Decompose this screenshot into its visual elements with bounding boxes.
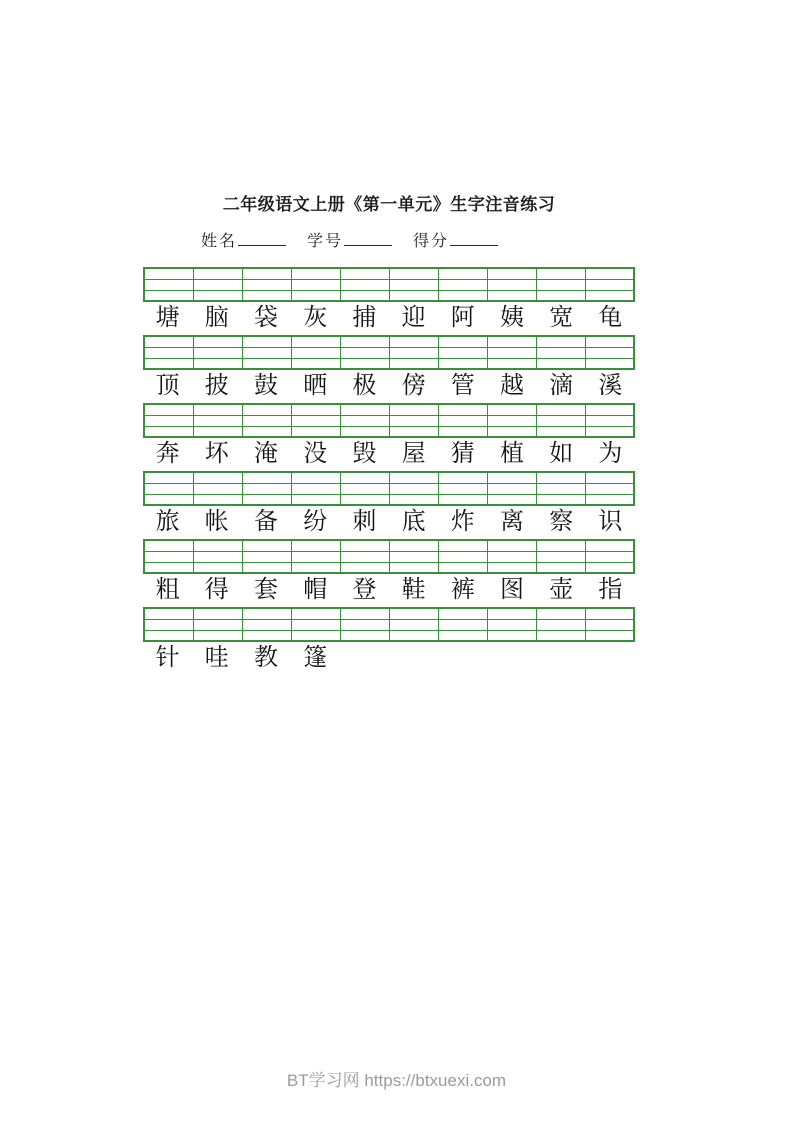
pinyin-cell: [291, 358, 340, 369]
pinyin-cell: [536, 494, 585, 505]
pinyin-cell: [389, 415, 438, 426]
pinyin-cell: [389, 336, 438, 347]
pinyin-cell: [291, 347, 340, 358]
pinyin-cell: [144, 268, 193, 279]
pinyin-cell: [389, 540, 438, 551]
practice-section: [143, 267, 635, 335]
pinyin-cell: [438, 540, 487, 551]
pinyin-grid: [143, 539, 635, 574]
pinyin-cell: [389, 494, 438, 505]
pinyin-cell: [242, 347, 291, 358]
pinyin-cell: [585, 483, 634, 494]
character-cell: 壶: [549, 574, 574, 603]
pinyin-cell: [193, 347, 242, 358]
pinyin-cell: [193, 404, 242, 415]
pinyin-grid: [143, 471, 635, 506]
pinyin-cell: [193, 630, 242, 641]
score-blank-underline: [450, 231, 498, 246]
pinyin-cell: [536, 619, 585, 630]
pinyin-cell: [487, 279, 536, 290]
pinyin-cell: [144, 608, 193, 619]
character-cell: 指: [598, 574, 623, 603]
character-cell: 离: [499, 506, 524, 535]
pinyin-cell: [536, 358, 585, 369]
practice-section: [143, 471, 635, 539]
character-cell: 帐: [204, 506, 229, 535]
pinyin-cell: [487, 608, 536, 619]
character-cell: 哇: [204, 642, 229, 671]
pinyin-cell: [438, 336, 487, 347]
pinyin-grid: [143, 607, 635, 642]
pinyin-grid: [143, 403, 635, 438]
pinyin-cell: [389, 619, 438, 630]
pinyin-cell: [291, 619, 340, 630]
pinyin-cell: [291, 279, 340, 290]
pinyin-cell: [536, 268, 585, 279]
pinyin-cell: [242, 483, 291, 494]
score-field: [413, 228, 498, 251]
pinyin-cell: [585, 336, 634, 347]
pinyin-cell: [585, 608, 634, 619]
pinyin-cell: [340, 290, 389, 301]
pinyin-cell: [144, 551, 193, 562]
pinyin-cell: [242, 290, 291, 301]
pinyin-cell: [438, 279, 487, 290]
pinyin-cell: [585, 630, 634, 641]
pinyin-cell: [487, 551, 536, 562]
character-cell: 粗: [155, 574, 180, 603]
character-row: [143, 574, 635, 603]
pinyin-cell: [242, 336, 291, 347]
name-label: 姓名: [201, 231, 238, 250]
character-cell: 奔: [155, 438, 180, 467]
pinyin-cell: [389, 268, 438, 279]
character-cell: 炸: [450, 506, 475, 535]
pinyin-cell: [438, 619, 487, 630]
pinyin-cell: [144, 336, 193, 347]
pinyin-cell: [438, 562, 487, 573]
pinyin-cell: [144, 415, 193, 426]
character-cell: 顶: [155, 370, 180, 399]
pinyin-cell: [389, 551, 438, 562]
pinyin-cell: [291, 551, 340, 562]
character-cell: 宽: [549, 302, 574, 331]
pinyin-cell: [193, 426, 242, 437]
pinyin-cell: [193, 540, 242, 551]
pinyin-cell: [340, 268, 389, 279]
pinyin-cell: [487, 404, 536, 415]
character-cell: 越: [499, 370, 524, 399]
pinyin-cell: [242, 494, 291, 505]
character-cell: 晒: [303, 370, 328, 399]
pinyin-cell: [340, 279, 389, 290]
pinyin-cell: [389, 290, 438, 301]
pinyin-cell: [389, 404, 438, 415]
pinyin-cell: [291, 404, 340, 415]
character-cell: 滴: [549, 370, 574, 399]
pinyin-cell: [144, 483, 193, 494]
character-cell: 没: [303, 438, 328, 467]
practice-section: [143, 539, 635, 607]
pinyin-cell: [242, 426, 291, 437]
pinyin-cell: [585, 290, 634, 301]
pinyin-cell: [536, 483, 585, 494]
pinyin-cell: [389, 279, 438, 290]
pinyin-cell: [536, 540, 585, 551]
pinyin-cell: [536, 608, 585, 619]
pinyin-cell: [487, 483, 536, 494]
pinyin-cell: [340, 404, 389, 415]
pinyin-cell: [340, 415, 389, 426]
pinyin-cell: [389, 426, 438, 437]
pinyin-cell: [242, 551, 291, 562]
name-blank-underline: [238, 231, 286, 246]
pinyin-cell: [242, 608, 291, 619]
character-cell: 得: [204, 574, 229, 603]
pinyin-cell: [585, 551, 634, 562]
student-id-field: [307, 228, 392, 251]
pinyin-cell: [487, 268, 536, 279]
character-cell: 旅: [155, 506, 180, 535]
pinyin-cell: [389, 347, 438, 358]
pinyin-cell: [144, 358, 193, 369]
pinyin-cell: [144, 494, 193, 505]
character-cell: 迎: [401, 302, 426, 331]
pinyin-cell: [242, 279, 291, 290]
character-cell: 塘: [155, 302, 180, 331]
pinyin-cell: [438, 494, 487, 505]
pinyin-cell: [487, 494, 536, 505]
pinyin-cell: [193, 290, 242, 301]
pinyin-cell: [193, 279, 242, 290]
pinyin-cell: [193, 619, 242, 630]
pinyin-cell: [144, 540, 193, 551]
pinyin-cell: [291, 540, 340, 551]
pinyin-cell: [585, 619, 634, 630]
pinyin-cell: [438, 415, 487, 426]
pinyin-cell: [536, 336, 585, 347]
pinyin-cell: [585, 279, 634, 290]
pinyin-cell: [193, 608, 242, 619]
pinyin-cell: [144, 404, 193, 415]
student-info-row: [201, 228, 498, 251]
pinyin-cell: [585, 540, 634, 551]
character-cell: 套: [253, 574, 278, 603]
pinyin-cell: [438, 404, 487, 415]
character-cell: 屋: [401, 438, 426, 467]
character-cell: 灰: [303, 302, 328, 331]
pinyin-cell: [144, 630, 193, 641]
pinyin-cell: [340, 483, 389, 494]
practice-section: [143, 335, 635, 403]
character-cell: 姨: [499, 302, 524, 331]
character-cell: 坏: [204, 438, 229, 467]
character-cell: 脑: [204, 302, 229, 331]
character-cell: 帽: [303, 574, 328, 603]
pinyin-cell: [585, 347, 634, 358]
character-cell: 披: [204, 370, 229, 399]
pinyin-cell: [536, 404, 585, 415]
pinyin-cell: [242, 415, 291, 426]
character-cell: 袋: [253, 302, 278, 331]
pinyin-cell: [291, 426, 340, 437]
pinyin-cell: [340, 562, 389, 573]
character-cell: 猜: [450, 438, 475, 467]
pinyin-cell: [389, 358, 438, 369]
pinyin-cell: [438, 551, 487, 562]
pinyin-cell: [487, 347, 536, 358]
pinyin-cell: [389, 630, 438, 641]
pinyin-cell: [193, 472, 242, 483]
character-cell: 捕: [352, 302, 377, 331]
character-cell: 溪: [598, 370, 623, 399]
pinyin-cell: [340, 630, 389, 641]
pinyin-cell: [438, 426, 487, 437]
character-cell: 龟: [598, 302, 623, 331]
character-row: [143, 642, 635, 671]
pinyin-cell: [193, 415, 242, 426]
practice-section: [143, 403, 635, 471]
pinyin-cell: [291, 415, 340, 426]
pinyin-cell: [585, 358, 634, 369]
pinyin-cell: [291, 630, 340, 641]
character-row: [143, 370, 635, 399]
pinyin-cell: [585, 268, 634, 279]
student-id-label: 学号: [307, 231, 344, 250]
pinyin-cell: [438, 268, 487, 279]
pinyin-cell: [144, 562, 193, 573]
pinyin-cell: [242, 540, 291, 551]
score-label: 得分: [413, 231, 450, 250]
pinyin-cell: [242, 358, 291, 369]
character-cell: 鼓: [253, 370, 278, 399]
character-cell: 裤: [450, 574, 475, 603]
pinyin-cell: [340, 426, 389, 437]
pinyin-cell: [487, 426, 536, 437]
pinyin-cell: [193, 336, 242, 347]
pinyin-cell: [340, 358, 389, 369]
pinyin-cell: [536, 472, 585, 483]
pinyin-cell: [438, 290, 487, 301]
pinyin-cell: [438, 483, 487, 494]
pinyin-cell: [536, 347, 585, 358]
pinyin-cell: [144, 279, 193, 290]
pinyin-cell: [487, 630, 536, 641]
pinyin-cell: [585, 415, 634, 426]
pinyin-cell: [487, 358, 536, 369]
pinyin-cell: [340, 336, 389, 347]
pinyin-cell: [585, 494, 634, 505]
practice-section: [143, 607, 635, 675]
character-cell: 教: [253, 642, 278, 671]
pinyin-cell: [291, 494, 340, 505]
character-cell: 针: [155, 642, 180, 671]
pinyin-cell: [291, 562, 340, 573]
pinyin-cell: [536, 562, 585, 573]
pinyin-cell: [438, 608, 487, 619]
character-cell: 鞋: [401, 574, 426, 603]
character-row: [143, 506, 635, 535]
worksheet-sections: [143, 267, 635, 675]
pinyin-grid: [143, 267, 635, 302]
pinyin-cell: [291, 268, 340, 279]
student-id-blank-underline: [344, 231, 392, 246]
pinyin-cell: [242, 630, 291, 641]
pinyin-cell: [242, 268, 291, 279]
pinyin-cell: [193, 562, 242, 573]
name-field: [201, 228, 286, 251]
character-cell: 备: [253, 506, 278, 535]
character-cell: 极: [352, 370, 377, 399]
pinyin-cell: [340, 494, 389, 505]
pinyin-cell: [193, 551, 242, 562]
pinyin-cell: [585, 404, 634, 415]
pinyin-cell: [242, 562, 291, 573]
pinyin-cell: [291, 336, 340, 347]
pinyin-cell: [585, 426, 634, 437]
pinyin-grid: [143, 335, 635, 370]
pinyin-cell: [585, 472, 634, 483]
pinyin-cell: [438, 358, 487, 369]
character-cell: 阿: [450, 302, 475, 331]
pinyin-cell: [536, 551, 585, 562]
pinyin-cell: [585, 562, 634, 573]
character-cell: 察: [549, 506, 574, 535]
pinyin-cell: [340, 608, 389, 619]
pinyin-cell: [487, 336, 536, 347]
pinyin-cell: [291, 290, 340, 301]
character-cell: 淹: [253, 438, 278, 467]
character-cell: 傍: [401, 370, 426, 399]
character-cell: 管: [450, 370, 475, 399]
character-cell: 毁: [352, 438, 377, 467]
pinyin-cell: [536, 426, 585, 437]
pinyin-cell: [291, 483, 340, 494]
pinyin-cell: [291, 608, 340, 619]
pinyin-cell: [144, 619, 193, 630]
pinyin-cell: [340, 347, 389, 358]
pinyin-cell: [438, 630, 487, 641]
pinyin-cell: [193, 494, 242, 505]
character-cell: 刺: [352, 506, 377, 535]
character-cell: 如: [549, 438, 574, 467]
character-row: [143, 302, 635, 331]
pinyin-cell: [487, 290, 536, 301]
pinyin-cell: [536, 290, 585, 301]
pinyin-cell: [291, 472, 340, 483]
character-cell: 植: [499, 438, 524, 467]
site-watermark: BT学习网 https://btxuexi.com: [286, 1071, 507, 1090]
pinyin-cell: [536, 630, 585, 641]
pinyin-cell: [193, 358, 242, 369]
character-row: [143, 438, 635, 467]
character-cell: 篷: [303, 642, 328, 671]
pinyin-cell: [487, 562, 536, 573]
pinyin-cell: [242, 619, 291, 630]
pinyin-cell: [340, 472, 389, 483]
pinyin-cell: [340, 551, 389, 562]
pinyin-cell: [389, 608, 438, 619]
pinyin-cell: [438, 472, 487, 483]
pinyin-cell: [144, 290, 193, 301]
character-cell: 底: [401, 506, 426, 535]
pinyin-cell: [340, 540, 389, 551]
pinyin-cell: [193, 483, 242, 494]
pinyin-cell: [487, 472, 536, 483]
pinyin-cell: [487, 540, 536, 551]
character-cell: 为: [598, 438, 623, 467]
pinyin-cell: [389, 472, 438, 483]
pinyin-cell: [389, 562, 438, 573]
pinyin-cell: [389, 483, 438, 494]
pinyin-cell: [242, 404, 291, 415]
character-cell: 识: [598, 506, 623, 535]
pinyin-cell: [144, 472, 193, 483]
page-title: 二年级语文上册《第一单元》生字注音练习: [222, 195, 556, 214]
pinyin-cell: [242, 472, 291, 483]
character-cell: 登: [352, 574, 377, 603]
pinyin-cell: [144, 426, 193, 437]
character-cell: 图: [499, 574, 524, 603]
pinyin-cell: [438, 347, 487, 358]
pinyin-cell: [144, 347, 193, 358]
pinyin-cell: [340, 619, 389, 630]
pinyin-cell: [487, 415, 536, 426]
pinyin-cell: [536, 279, 585, 290]
character-cell: 纷: [303, 506, 328, 535]
pinyin-cell: [487, 619, 536, 630]
pinyin-cell: [536, 415, 585, 426]
pinyin-cell: [193, 268, 242, 279]
